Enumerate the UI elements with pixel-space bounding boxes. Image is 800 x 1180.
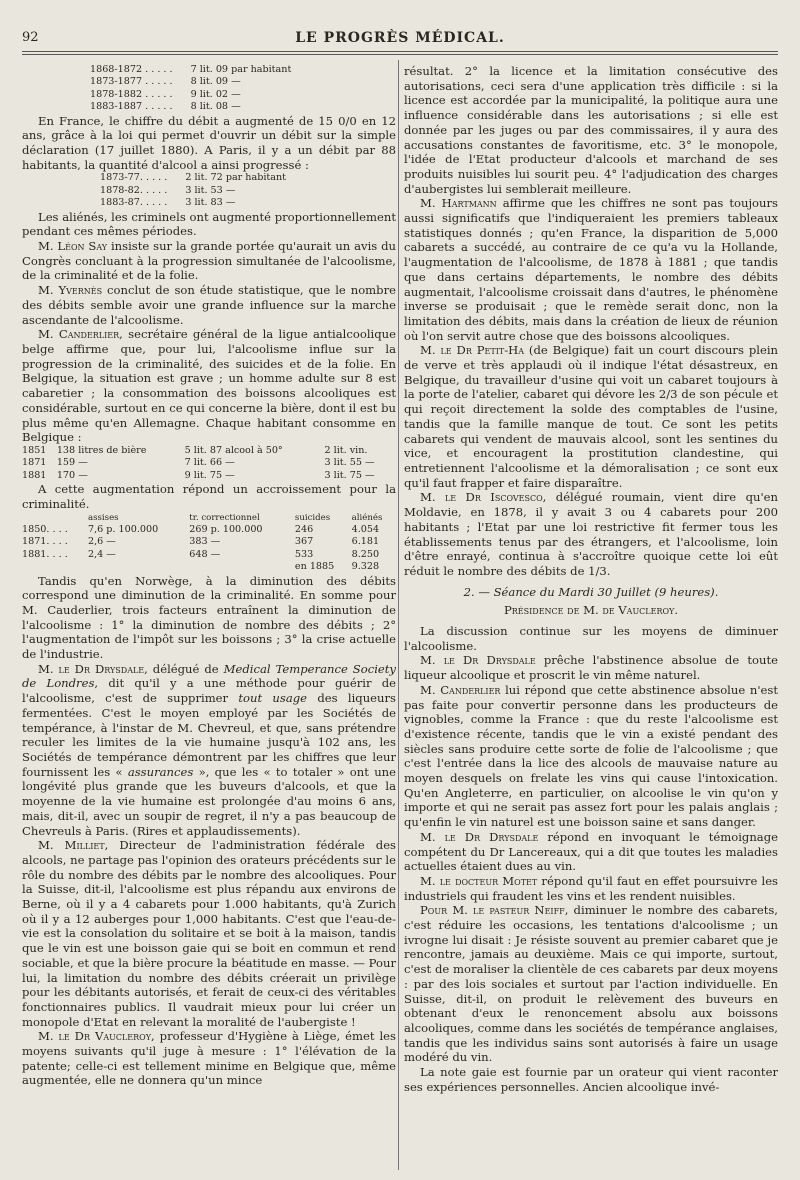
speaker-name: M. le Dr Petit-Ha <box>420 343 525 358</box>
table-row: 1850. . . . 7,6 p. 100.000 269 p. 100.000 246 4.054 <box>22 523 380 535</box>
paragraph: Pour M. le pasteur Neiff, diminuer le nombre des cabarets, c'est réduire les occasions, les tentations d'alcoolisme ; un ivrogne lui disait : Je résiste souvent au premier cabaret que je rencontre, jamais au deuxième. Mais ce qui importe, surtout, c'est de moraliser la clientèle de ces cabarets par deux moyens : par des lois sociales et surtout par l'action individuelle. En Suisse, dit-il, on produit le relèvement des buveurs en obtenant d'eux le renoncement absolu aux boissons alcooliques, comme dans les sociétés de tempérance anglaises, tandis que les individus sains sont autorisés à faire un usage modéré du vin. <box>404 903 778 1065</box>
speaker-name: M. le Dr Drysdale <box>420 653 536 668</box>
consumption-table <box>22 445 396 482</box>
table-row: 1871 159 — 7 lit. 66 — 3 lit. 55 — <box>22 457 375 469</box>
paragraph: M. Milliet, Directeur de l'administration fédérale des alcools, ne partage pas l'opinion des orateurs précédents sur le rôle du nombre des débits par le nombre des alcooliques. Pour la Suisse, dit-il, l'alcoolisme est plus répandu aux environs de Berne, où il y a 4 cabarets pour 1.000 habitants, qu'à Zurich où il y a 12 auberges pour 1,000 habitants. C'est que l'eau-de-vie est la consolation du solitaire et se boit à la maison, tandis que le vin est une boisson gaie qui se boit en commun et rend sociable, et que la bière procure la béatitude en masse. — Pour lui, la limitation du nombre des débits créerait un privilège pour les débitants autorisés, et ferait de ceux-ci des véritables fonctionnaires publics. Il vaudrait mieux pour lui créer un monopole d'Etat en relevant la moralité de l'aubergiste ! <box>22 838 396 1029</box>
table-row: 1851 138 litres de bière 5 lit. 87 alcool à 50° 2 lit. vin. <box>22 444 368 456</box>
section-heading: 2. — Séance du Mardi 30 Juillet (9 heures). <box>463 584 719 599</box>
left-column <box>22 64 396 1170</box>
speaker-name: M. Milliet <box>38 838 105 853</box>
speaker-name: M. le Dr Drysdale <box>38 661 145 676</box>
paragraph: M. Canderlier, secrétaire général de la ligue antialcoolique belge affirme que, pour lui, l'alcoolisme influe sur la progression de la criminalité, des suicides et de la folie. En Belgique, la situation est grave ; un homme adulte sur 8 est cabaretier ; la consommation des boissons alcooliques est considérable, surtout en ce qui concerne la bière, dont il est bu plus même qu'en Allemagne. Chaque habitant consomme en Belgique : <box>22 327 396 445</box>
paragraph: Tandis qu'en Norwège, à la diminution des débits correspond une diminution de la criminalité. En somme pour M. Cauderlier, trois facteurs entraînent la diminution de l'alcoolisme : 1° la diminution de nombre des débits ; 2° l'augmentation de l'impôt sur les boissons ; 3° la crise actuelle de l'industrie. <box>22 573 396 662</box>
paragraph: M. Léon Say insiste sur la grande portée qu'aurait un avis du Congrès concluant à la progression simultanée de l'alcoolisme, de la criminalité et de la folie. <box>22 239 396 283</box>
paragraph: M. le Dr Iscovesco, délégué roumain, vient dire qu'en Moldavie, en 1878, il y avait 3 ou 4 cabarets pour 200 habitants ; l'Etat par une loi restrictive fit fermer tous les établissements tenus par des étrangers, et l'alcoolisme, loin d'être enrayé, continua à s'accroître quoique cette loi eût réduit le nombre des débits de 1/3. <box>404 490 778 578</box>
table-row: 1868-1872 . . . . . 7 lit. 09 par habitant <box>90 64 292 75</box>
table-row: 1883-1887 . . . . . 8 lit. 08 — <box>90 101 241 113</box>
speaker-name: M. Hartmann <box>420 196 497 211</box>
paragraph: En France, le chiffre du débit a augmenté de 15 0/0 en 12 ans, grâce à la loi qui permet d'ouvrir un débit sur la simple déclaration (17 juillet 1880). A Paris, il y a un débit par 88 habitants, la quantité d'alcool a ainsi progressé : <box>22 113 396 172</box>
paragraph: M. Canderlier lui répond que cette abstinence absolue n'est pas faite pour convertir personne dans les producteurs de vignobles, comme la France : que du reste l'alcoolisme est d'existence récente, tandis que le vin a existé pendant des siècles sans produire cette sorte de folie de l'alcoolisme ; que c'est l'entrée dans la lice des alcools de mauvaise nature au moyen desquels on frelate les vins qui cause l'intoxication. Qu'en Angleterre, en particulier, on alcoolise le vin qu'on y importe et qui ne serait pas assez fort pour les palais anglais ; qu'enfin le vin naturel est une boisson saine et sans danger. <box>404 682 778 830</box>
speaker-name: M. le docteur Motet <box>420 873 538 888</box>
paragraph: résultat. 2° la licence et la limitation consécutive des autorisations, ceci sera d'une application très difficile : si la licence est accordée par la municipalité, la politique aura une influence considérable dans les autorisations ; si elle est donnée par les juges ou par des commissaires, il y aura des accusations constantes de favoritisme, etc. 3° le monopole, l'idée de l'Etat producteur d'alcools et marchand de ses produits nuisibles lui sourit peu. 4° l'adjudication des charges d'aubergistes lui semblerait meilleure. <box>404 64 778 196</box>
header-rule <box>22 51 778 52</box>
rates-table-b <box>100 172 286 209</box>
journal-title: LE PROGRÈS MÉDICAL. <box>295 30 505 46</box>
paragraph: La note gaie est fournie par un orateur qui vient raconter ses expériences personnelles. Ancien alcoolique invé- <box>404 1065 778 1094</box>
speaker-name: M. le Dr Drysdale <box>420 829 539 844</box>
paragraph: M. le Dr Vaucleroy, professeur d'Hygiène à Liège, émet les moyens suivants qu'il juge à mesure : 1° l'élévation de la patente; celle-ci est tellement minime en Belgique que, même augmentée, elle ne donnera qu'un mince <box>22 1029 396 1088</box>
speaker-name: M. Yvernès <box>38 283 103 298</box>
table-row: 1881 170 — 9 lit. 75 — 3 lit. 75 — <box>22 469 375 481</box>
paragraph: A cette augmentation répond un accroissement pour la criminalité. <box>22 482 396 511</box>
paragraph: M. le Dr Drysdale, délégué de Medical Temperance Society de Londres, dit qu'il y a une méthode pour guérir de l'alcoolisme, c'est de supprimer tout usage des liqueurs fermentées. C'est le moyen employé par les Sociétés de tempérance, à l'instar de M. Chevreul, et que, sans prétendre reculer les limites de la vie humaine jusqu'à 102 ans, les Sociétés de tempérance démontrent par les chiffres que leur fournissent les « assurances », que les « to totaler » ont une longévité plus grande que les buveurs d'alcools, et que la moyenne de la vie humaine est prolongée d'au moins 6 ans, mais, dit-il, avec un soupir de regret, il n'y a pas beaucoup de Chevreuls à Paris. (Rires et applaudissements). <box>22 661 396 838</box>
table-row: 1873-1877 . . . . . 8 lit. 09 — <box>90 76 241 88</box>
page-header <box>22 30 778 50</box>
table-row: 1883-87. . . . . 3 lit. 83 — <box>100 197 236 209</box>
paragraph: M. le Dr Drysdale prêche l'abstinence absolue de toute liqueur alcoolique et proscrit le vin même naturel. <box>404 653 778 683</box>
paragraph: M. le Dr Drysdale répond en invoquant le témoignage compétent du Dr Lancereaux, qui a dit que toutes les maladies actuelles étaient dues au vin. <box>404 829 778 874</box>
paragraph: M. Hartmann affirme que les chiffres ne sont pas toujours aussi significatifs que l'indiqueraient les premiers tableaux statistiques donnés ; qu'en France, la disparition de 5,000 cabarets a succédé, au contraire de ce qu'a vu la Hollande, l'augmentation de l'alcoolisme, de 1878 à 1881 ; que tandis que dans certains départements, le nombre des débits augmentait, l'alcoolisme croissait dans d'autres, le phénomène inverse se produisait ; que le remède serait donc, non la limitation des débits, mais dans la création de lieux de réunion où l'on servit autre chose que des boissons alcooliques. <box>404 196 778 343</box>
speaker-name: M. Canderlier <box>420 682 501 697</box>
rates-table-a <box>90 64 291 114</box>
table-row: 1873-77. . . . . 2 lit. 72 par habitant <box>100 172 287 184</box>
paragraph: La discussion continue sur les moyens de diminuer l'alcoolisme. <box>404 624 778 653</box>
paragraph: M. Yvernès conclut de son étude statistique, que le nombre des débits semble avoir une grande influence sur la marche ascendante de l'alcoolisme. <box>22 283 396 327</box>
speaker-name: M. Léon Say <box>38 239 108 254</box>
crime-table <box>22 512 396 574</box>
presidency-heading: Présidence de M. de Vaucleroy. <box>503 603 679 618</box>
paragraph: Les aliénés, les criminels ont augmenté proportionnellement pendant ces mêmes périodes. <box>22 209 396 239</box>
header-rule-2 <box>22 54 778 55</box>
speaker-name: M. le Dr Iscovesco <box>420 490 543 505</box>
page-number: 92 <box>22 30 39 45</box>
column-divider <box>398 60 399 1170</box>
speaker-name: Pour M. le pasteur Neiff <box>420 903 565 918</box>
table-header: assises tr. correctionnel suicides aliénés <box>87 512 383 523</box>
paragraph: M. le Dr Petit-Ha (de Belgique) fait un court discours plein de verve et très applaudi où il indique l'état désastreux, en Belgique, du travailleur d'usine qui voit un cabaret toujours à la porte de l'atelier, cabaret qui dévore les 2/3 de son pécule et qui reçoit directement la solde des comptables de l'usine, tandis que la famille manque de tout. Ce sont les petits cabarets qui vendent de mauvais alcool, sont les sentines du vice, et encouragent la prostitution clandestine, qui entretiennent l'alcoolisme et la démoralisation ; ce sont eux qu'il faut frapper et faire disparaître. <box>404 343 778 490</box>
table-row: en 1885 9.328 <box>294 561 380 573</box>
right-column <box>404 64 778 1170</box>
speaker-name: M. Canderlier <box>38 327 120 342</box>
table-row: 1871. . . . 2,6 — 383 — 367 6.181 <box>22 536 380 548</box>
speaker-name: M. le Dr Vaucleroy <box>38 1029 151 1044</box>
table-row: 1878-1882 . . . . . 9 lit. 02 — <box>90 88 241 100</box>
table-row: 1878-82. . . . . 3 lit. 53 — <box>100 184 236 196</box>
paragraph: M. le docteur Motet répond qu'il faut en effet poursuivre les industriels qui fraudent les vins et les rendent nuisibles. <box>404 873 778 903</box>
table-row: 1881. . . . 2,4 — 648 — 533 8.250 <box>22 548 380 560</box>
